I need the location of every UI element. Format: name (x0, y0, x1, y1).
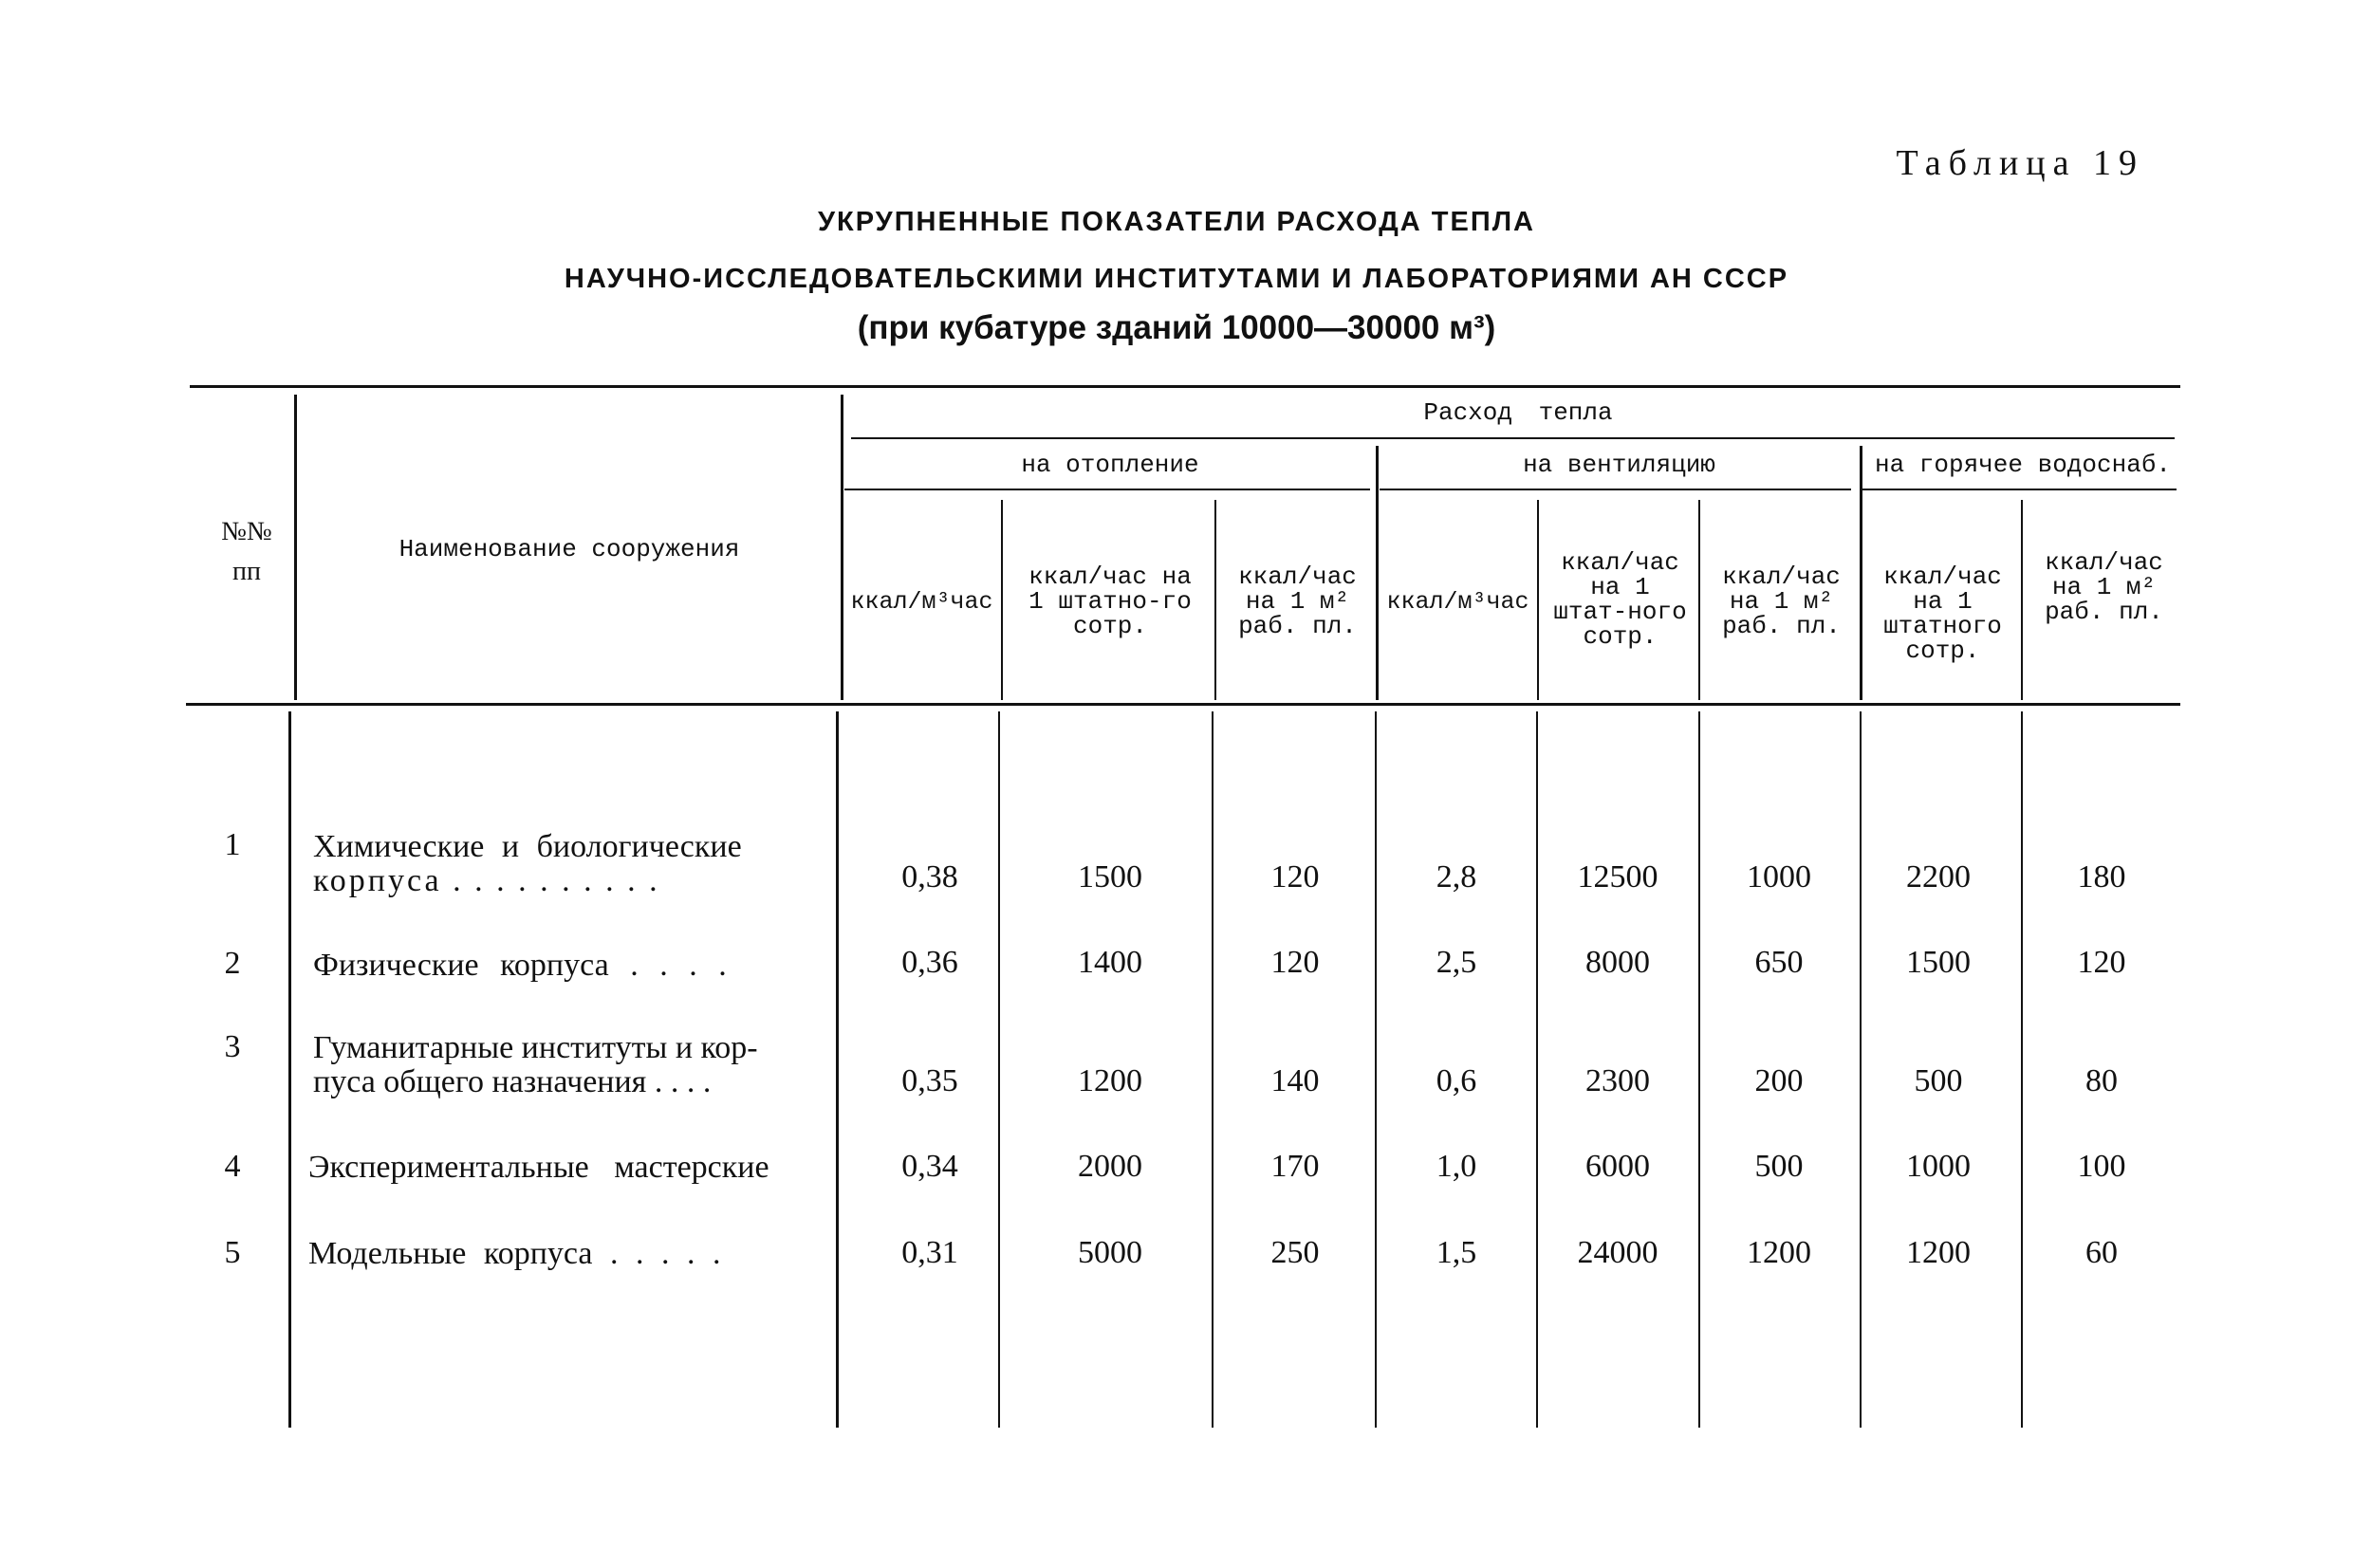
value-cell: 24000 (1577, 1235, 1658, 1270)
rule-top (190, 385, 2180, 388)
value-cell: 120 (1270, 945, 1320, 980)
vline-b-6 (1536, 711, 1538, 1428)
title-line-2: НАУЧНО-ИССЛЕДОВАТЕЛЬСКИМИ ИНСТИТУТАМИ И ЛАБОРАТОРИЯМИ АН СССР (564, 264, 1789, 294)
value-cell: 2300 (1585, 1063, 1650, 1098)
value-cell: 2,8 (1436, 859, 1477, 895)
vline-h-3 (1001, 500, 1003, 700)
value-cell: 100 (2077, 1149, 2126, 1184)
col-name-header: Наименование сооружения (398, 535, 740, 563)
value-cell: 180 (2077, 859, 2126, 895)
value-cell: 250 (1270, 1235, 1320, 1270)
value-cell: 0,6 (1436, 1063, 1477, 1098)
value-cell: 1500 (1906, 945, 1971, 980)
value-cell: 8000 (1585, 945, 1650, 980)
rule-sub-2 (1380, 489, 1851, 490)
title-line-3: (при кубатуре зданий 10000—30000 м³) (857, 309, 1496, 346)
row-number: 4 (224, 1149, 241, 1184)
value-cell: 12500 (1577, 859, 1658, 895)
vline-h-6 (1537, 500, 1539, 700)
value-cell: 2000 (1078, 1149, 1142, 1184)
vline-b-9 (2021, 711, 2023, 1428)
value-cell: 5000 (1078, 1235, 1142, 1270)
row-number: 3 (224, 1029, 241, 1064)
row-number: 1 (224, 827, 241, 862)
vline-h-5 (1376, 446, 1379, 700)
subgroup-hot-water: на горячее водоснаб. (1874, 451, 2172, 479)
unit-header-7: ккал/час на 1 штатного сотр. (1883, 563, 2002, 665)
unit-header-4: ккал/м³час (1386, 588, 1529, 616)
group-header: Расход тепла (1423, 398, 1613, 427)
vline-b-4 (1212, 711, 1214, 1428)
value-cell: 0,36 (901, 945, 958, 980)
row-number: 5 (224, 1235, 241, 1270)
value-cell: 1000 (1747, 859, 1811, 895)
row-name-line-1: Гуманитарные институты и кор- (313, 1030, 758, 1065)
vline-h-2 (841, 395, 843, 700)
value-cell: 200 (1754, 1063, 1804, 1098)
vline-b-2 (836, 711, 839, 1428)
vline-b-8 (1860, 711, 1862, 1428)
vline-h-8 (1860, 446, 1862, 700)
unit-header-2: ккал/час на 1 штатно-го сотр. (1028, 563, 1192, 640)
value-cell: 60 (2085, 1235, 2118, 1270)
subgroup-heating: на отопление (1021, 451, 1199, 479)
value-cell: 1200 (1906, 1235, 1971, 1270)
table-label: Таблица 19 (1896, 143, 2144, 183)
vline-h-7 (1698, 500, 1700, 700)
vline-h-1 (294, 395, 297, 700)
row-name-line-1: Химические и биологические (313, 829, 742, 864)
rule-sub-3 (1862, 489, 2177, 490)
vline-b-7 (1698, 711, 1700, 1428)
value-cell: 140 (1270, 1063, 1320, 1098)
value-cell: 1000 (1906, 1149, 1971, 1184)
vline-h-9 (2021, 500, 2023, 700)
rule-group (851, 437, 2175, 439)
value-cell: 2200 (1906, 859, 1971, 895)
unit-header-8: ккал/час на 1 м² раб. пл. (2045, 548, 2163, 626)
value-cell: 6000 (1585, 1149, 1650, 1184)
value-cell: 500 (1914, 1063, 1963, 1098)
value-cell: 1400 (1078, 945, 1142, 980)
value-cell: 0,34 (901, 1149, 958, 1184)
unit-header-3: ккал/час на 1 м² раб. пл. (1238, 563, 1357, 640)
value-cell: 120 (1270, 859, 1320, 895)
value-cell: 650 (1754, 945, 1804, 980)
value-cell: 500 (1754, 1149, 1804, 1184)
value-cell: 170 (1270, 1149, 1320, 1184)
unit-header-1: ккал/м³час (850, 588, 993, 616)
row-name-line-1: Экспериментальные мастерские (308, 1150, 769, 1185)
value-cell: 1500 (1078, 859, 1142, 895)
rule-header-bottom (186, 703, 2180, 706)
title-line-1: УКРУПНЕННЫЕ ПОКАЗАТЕЛИ РАСХОДА ТЕПЛА (817, 207, 1536, 237)
value-cell: 1200 (1747, 1235, 1811, 1270)
row-name-line-2: пуса общего назначения . . . . (313, 1064, 712, 1099)
unit-header-6: ккал/час на 1 м² раб. пл. (1722, 563, 1841, 640)
value-cell: 80 (2085, 1063, 2118, 1098)
value-cell: 120 (2077, 945, 2126, 980)
value-cell: 2,5 (1436, 945, 1477, 980)
col-number-header: №№ пп (221, 517, 272, 586)
rule-sub-1 (844, 489, 1370, 490)
value-cell: 0,38 (901, 859, 958, 895)
unit-header-5: ккал/час на 1 штат-ного сотр. (1553, 548, 1687, 651)
value-cell: 1,5 (1436, 1235, 1477, 1270)
row-name-line-2: корпуса . . . . . . . . . . (313, 863, 660, 898)
value-cell: 1200 (1078, 1063, 1142, 1098)
row-name-line-1: Физические корпуса . . . . (313, 948, 727, 983)
vline-b-5 (1375, 711, 1377, 1428)
value-cell: 1,0 (1436, 1149, 1477, 1184)
vline-b-1 (288, 711, 291, 1428)
row-number: 2 (224, 946, 241, 981)
row-name-line-1: Модельные корпуса . . . . . (308, 1236, 721, 1271)
vline-h-4 (1214, 500, 1216, 700)
value-cell: 0,31 (901, 1235, 958, 1270)
value-cell: 0,35 (901, 1063, 958, 1098)
subgroup-ventilation: на вентиляцию (1523, 451, 1715, 479)
